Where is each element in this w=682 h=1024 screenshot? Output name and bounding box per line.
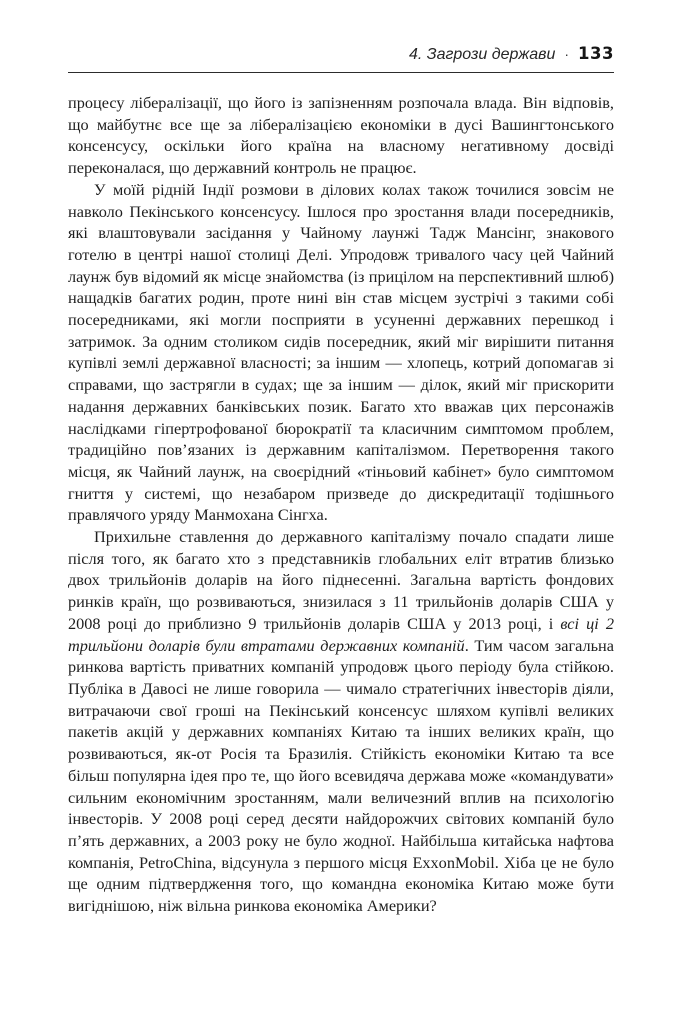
header-rule — [68, 72, 614, 73]
text-segment: процесу лібералізації, що його із запізненням розпочала влада. Він відповів, що майбутнє все ще за лібералізацією економіки в дусі Вашингтонського консенсусу, оскільки його країна на власному негативному досвіді переконалася, що державний контроль не працює. — [68, 93, 614, 178]
page-header — [68, 46, 614, 63]
italic-text-segment: всі ці 2 трильйони доларів були втратами державних компаній — [68, 613, 614, 655]
paragraph — [68, 526, 614, 917]
paragraph — [68, 179, 614, 526]
text-segment: . Тим часом загальна ринкова вартість приватних компаній упродовж цього періоду була стійкою. Публіка в Давосі не лише говорила — чимало стратегічних інвесторів діяли, витрачаючи свої гроші на Пекінський консенсус шляхом купівлі великих пакетів акцій у державних компаніях Китаю та інших великих країн, що розвиваються, як-от Росія та Бразилія. Стійкість економіки Китаю та все більш популярна ідея про те, що його всевидяча держава може «командувати» сильним економічним зростанням, мали величезний вплив на психологію інвесторів. У 2008 році серед десяти найдорожчих світових компаній було п’ять державних, а 2003 року не було жодної. Найбільша китайська нафтова компанія, PetroChina, відсунула з першого місця ExxonMobil. Хіба це не було ще одним підтвердження того, що командна економіка Китаю може бути вигіднішою, ніж вільна ринкова економіка Америки? — [68, 635, 614, 916]
running-head-chapter-title: 4. Загрози держави — [408, 46, 556, 63]
paragraph — [68, 92, 614, 179]
text-segment: Прихильне ставлення до державного капіталізму почало спадати лише після того, як багато хто з представників глобальних еліт втратив близько двох трильйонів доларів на його піднесенні. Загальна вартість фондових ринків країн, що розвиваються, знизилася з 11 трильйонів доларів США у 2008 році до приблизно 9 трильйонів доларів США у 2013 році, і — [68, 527, 614, 633]
body-text — [68, 92, 614, 917]
text-segment: У моїй рідній Індії розмови в ділових колах також точилися зовсім не навколо Пекінського консенсусу. Ішлося про зростання влади посередників, які влаштовували засідання у Чайному лаунжі Тадж Мансінг, знакового готелю в центрі нашої столиці Делі. Упродовж тривалого часу цей Чайний лаунж був відомий як місце знайомства (із прицілом на перспективний шлюб) нащадків багатих родин, проте нині він став місцем зустрічі з такими собі посередниками, які могли посприяти в усуненні державних перешкод і затримок. За одним столиком сидів посередник, який міг вирішити питання купівлі землі державної власності; за іншим — хлопець, котрий допомагав зі справами, що застрягли в судах; ще за іншим — ділок, який міг прискорити надання державних банківських позик. Багато хто вважав цих персонажів наслідками гіпертрофованої бюрократії та класичним симптомом проблем, традиційно пов’язаних із державним капіталізмом. Перетворення такого місця, як Чайний лаунж, на своєрідний «тіньовий кабінет» було симптомом гниття у системі, що незабаром призведе до дискредитації тодішнього правлячого уряду Манмохана Сінгха. — [68, 179, 614, 525]
running-head-separator: · — [564, 46, 570, 62]
page-number: 133 — [578, 44, 614, 63]
